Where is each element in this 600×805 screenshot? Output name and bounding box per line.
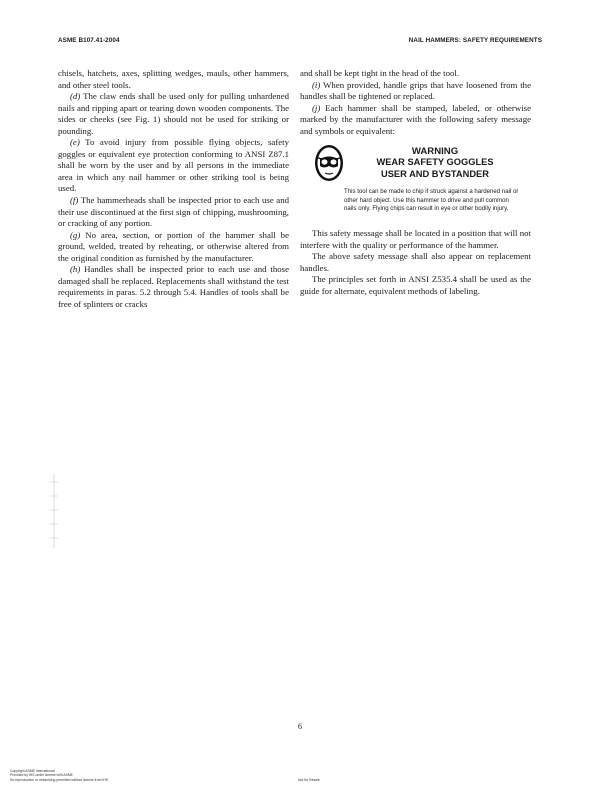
paragraph-text: The claw ends shall be used only for pulling unhardened nails and ripping apart or tearing down wooden components. The sides or cheeks (see Fig. 1) should not be used for striking or pounding. (58, 91, 289, 136)
footer-line-3: No reproduction or networking permitted without license from IHS (10, 777, 108, 782)
paragraph-label: (f) (70, 195, 79, 206)
paragraph-text: The principles set forth in ANSI Z535.4 shall be used as the guide for alternate, equivalent methods of labeling. (300, 274, 531, 296)
paragraph (300, 228, 531, 251)
paragraph-label: (g) (70, 229, 81, 240)
paragraph (58, 137, 289, 195)
paragraph (300, 274, 531, 297)
warning-title: WARNING (411, 146, 459, 158)
paragraph (300, 103, 531, 138)
paragraph-label: (j) (312, 102, 321, 113)
footer-line-2: Provided by IHS under license with ASME (10, 773, 73, 778)
right-column-top (300, 68, 531, 137)
margin-watermark (47, 472, 61, 550)
paragraph (300, 80, 531, 103)
paragraph-label: (e) (70, 137, 80, 148)
warning-line-1: WEAR SAFETY GOGGLES (376, 157, 494, 168)
footer-line-1: Copyright ASME International (10, 769, 55, 773)
paragraph-label: (h) (70, 264, 81, 275)
warning-label (314, 144, 520, 213)
paragraph-text: To avoid injury from possible flying objects, safety goggles or equivalent eye protection conforming to ANSI Z87.1 shall be worn by the user and by all persons in the immediate area in which any nail hammer or other striking tool is being used. (58, 137, 289, 194)
paragraph (58, 230, 289, 265)
standard-number: ASME B107.41-2004 (58, 37, 120, 44)
left-column (58, 68, 289, 310)
running-header (58, 37, 542, 49)
paragraph-text: Each hammer shall be stamped, labeled, or otherwise marked by the manufacturer with the following safety message and symbols or equivalent: (300, 102, 531, 136)
paragraph (58, 264, 289, 310)
paragraph-text: The above safety message shall also appear on replacement handles. (300, 251, 531, 273)
right-column-bottom (300, 228, 531, 297)
warning-line-2: USER AND BYSTANDER (381, 168, 489, 179)
safety-goggles-icon (314, 144, 344, 182)
paragraph-text: This safety message shall be located in a position that will not interfere with the quality or performance of the hammer. (300, 228, 531, 250)
page-number: 6 (298, 722, 302, 731)
paragraph-label: (d) (70, 91, 81, 102)
paragraph-text: chisels, hatchets, axes, splitting wedges, mauls, other hammers, and other steel tools. (58, 68, 289, 90)
footer-resale: Not for Resale (298, 778, 320, 782)
paragraph-text: The hammerheads shall be inspected prior to each use and their use discontinued at the first sign of chipping, mushrooming, or cracking of any portion. (58, 195, 289, 229)
paragraph-text: Handles shall be inspected prior to each use and those damaged shall be replaced. Replacements shall withstand the test requirements in paras. 5.2 through 5.4. Handles of tools shall be free of splinters or cracks (58, 264, 289, 309)
warning-body: This tool can be made to chip if struck against a hardened nail or other hard object. Use this hammer to drive and pull common nails only. Flying chips can result in eye or other bodily injury. (344, 188, 519, 212)
paragraph (58, 68, 289, 91)
paragraph-text: No area, section, or portion of the hammer shall be ground, welded, treated by reheating, or otherwise altered from the original condition as furnished by the manufacturer. (58, 229, 289, 263)
paragraph (300, 251, 531, 274)
paragraph-text: When provided, handle grips that have loosened from the handles shall be tightened or replaced. (300, 79, 531, 102)
section-title: NAIL HAMMERS: SAFETY REQUIREMENTS (408, 37, 542, 44)
paragraph (300, 68, 531, 80)
paragraph-label: (i) (312, 79, 321, 90)
paragraph (58, 195, 289, 230)
paragraph-text: and shall be kept tight in the head of the tool. (300, 68, 460, 78)
right-column (300, 68, 531, 297)
paragraph (58, 91, 289, 137)
